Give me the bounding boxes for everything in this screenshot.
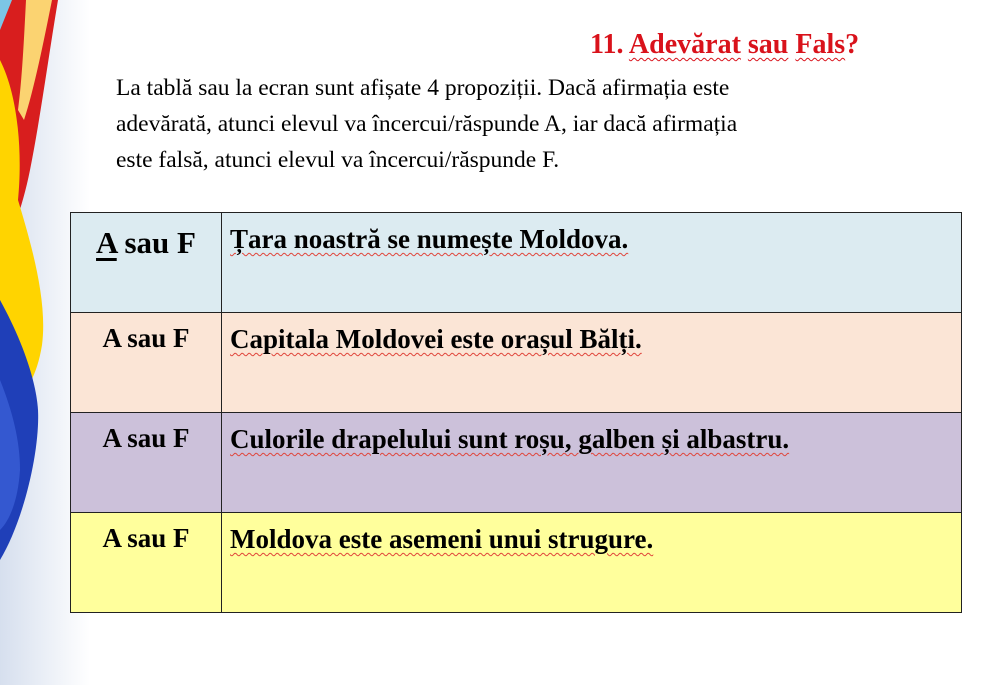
answer-a-circled: A (96, 225, 117, 260)
statement-cell (222, 213, 962, 313)
answer-choice-text: A sau F (102, 523, 190, 553)
table-row (71, 413, 962, 513)
instructions-paragraph (116, 70, 946, 178)
instructions-line-1: La tablă sau la ecran sunt afișate 4 propoziții. Dacă afirmația este (116, 75, 730, 101)
statement-cell (222, 513, 962, 613)
statement-cell (222, 413, 962, 513)
answer-choice-rest: sau F (116, 225, 196, 260)
title-word-3: Fals (795, 29, 846, 60)
answer-choice-cell[interactable] (71, 513, 222, 613)
answer-choice-cell[interactable] (71, 313, 222, 413)
answer-choice-cell[interactable] (71, 213, 222, 313)
statement-text: Moldova este asemeni unui strugure. (230, 524, 654, 554)
title-number: 11. (590, 29, 629, 60)
title-word-2: sau (747, 29, 789, 60)
true-false-table (70, 212, 962, 613)
statement-text: Culorile drapelului sunt roșu, galben și albastru. (230, 424, 790, 454)
statement-cell (222, 313, 962, 413)
statement-text: Capitala Moldovei este orașul Bălți. (230, 324, 642, 354)
title-word-1: Adevărat (628, 29, 741, 60)
title-question-mark: ? (845, 29, 860, 60)
exercise-title (590, 29, 859, 61)
answer-choice-cell[interactable] (71, 413, 222, 513)
answer-choice-text: A sau F (102, 323, 190, 353)
table-row (71, 213, 962, 313)
instructions-line-3: este falsă, atunci elevul va încercui/răspunde F. (116, 147, 560, 173)
answer-choice-text: A sau F (102, 423, 190, 453)
statement-text: Țara noastră se numește Moldova. (230, 224, 629, 254)
instructions-line-2: adevărată, atunci elevul va încercui/răspunde A, iar dacă afirmația (116, 111, 738, 137)
table-row (71, 313, 962, 413)
table-row (71, 513, 962, 613)
